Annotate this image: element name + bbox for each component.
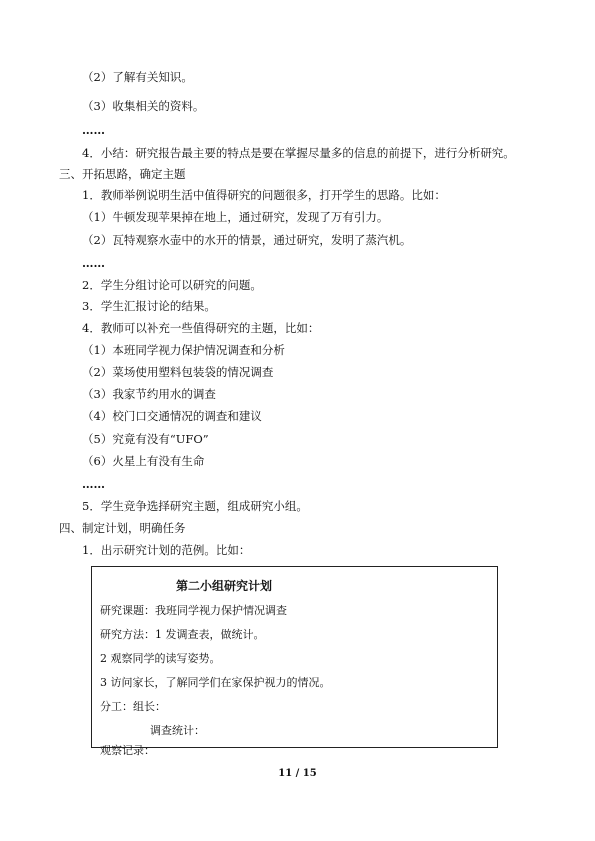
- section-heading: 四、制定计划，明确任务: [59, 521, 186, 535]
- ellipsis-line: ……: [82, 477, 105, 491]
- text-line: （3）收集相关的资料。: [82, 99, 205, 113]
- text-line: （2）瓦特观察水壶中的水开的情景，通过研究，发明了蒸汽机。: [82, 233, 412, 247]
- plan-method: 研究方法：1 发调查表，做统计。: [100, 628, 265, 641]
- text-line: 1．教师举例说明生活中值得研究的问题很多，打开学生的思路。比如：: [82, 188, 446, 202]
- text-line: 3．学生汇报讨论的结果。: [82, 299, 216, 313]
- research-plan-box: [91, 566, 498, 757]
- plan-step-3: 3 访问家长，了解同学们在家保护视力的情况。: [100, 676, 331, 689]
- plan-division: 分工：组长：: [100, 700, 166, 713]
- text-line: 5．学生竞争选择研究主题，组成研究小组。: [82, 499, 308, 513]
- text-line: （1）本班同学视力保护情况调查和分析: [82, 343, 285, 357]
- text-line: 2．学生分组讨论可以研究的问题。: [82, 278, 262, 292]
- text-line: （2）了解有关知识。: [82, 70, 193, 84]
- plan-survey: 调查统计：: [150, 724, 205, 737]
- text-line: （6）火星上有没有生命: [82, 454, 205, 468]
- ellipsis-line: ……: [82, 256, 105, 270]
- text-line: （4）校门口交通情况的调查和建议: [82, 409, 262, 423]
- text-line: （3）我家节约用水的调查: [82, 387, 216, 401]
- plan-title: 第二小组研究计划: [176, 579, 273, 593]
- plan-cut-line: 观察记录：: [100, 744, 155, 757]
- text-line: 4．教师可以补充一些值得研究的主题，比如：: [82, 321, 320, 335]
- section-heading: 三、开拓思路，确定主题: [59, 167, 186, 181]
- text-line: 4．小结：研究报告最主要的特点是要在掌握尽量多的信息的前提下，进行分析研究。: [82, 146, 515, 160]
- text-line: （5）究竟有没有“UFO”: [82, 432, 209, 446]
- plan-step-2: 2 观察同学的读写姿势。: [100, 652, 221, 665]
- page-number: 11 / 15: [278, 768, 317, 779]
- ellipsis-line: ……: [82, 123, 105, 137]
- text-line: （2）菜场使用塑料包装袋的情况调查: [82, 365, 274, 379]
- plan-topic: 研究课题：我班同学视力保护情况调查: [100, 604, 287, 617]
- text-line: 1．出示研究计划的范例。比如：: [82, 543, 251, 557]
- text-line: （1）牛顿发现苹果掉在地上，通过研究，发现了万有引力。: [82, 210, 389, 224]
